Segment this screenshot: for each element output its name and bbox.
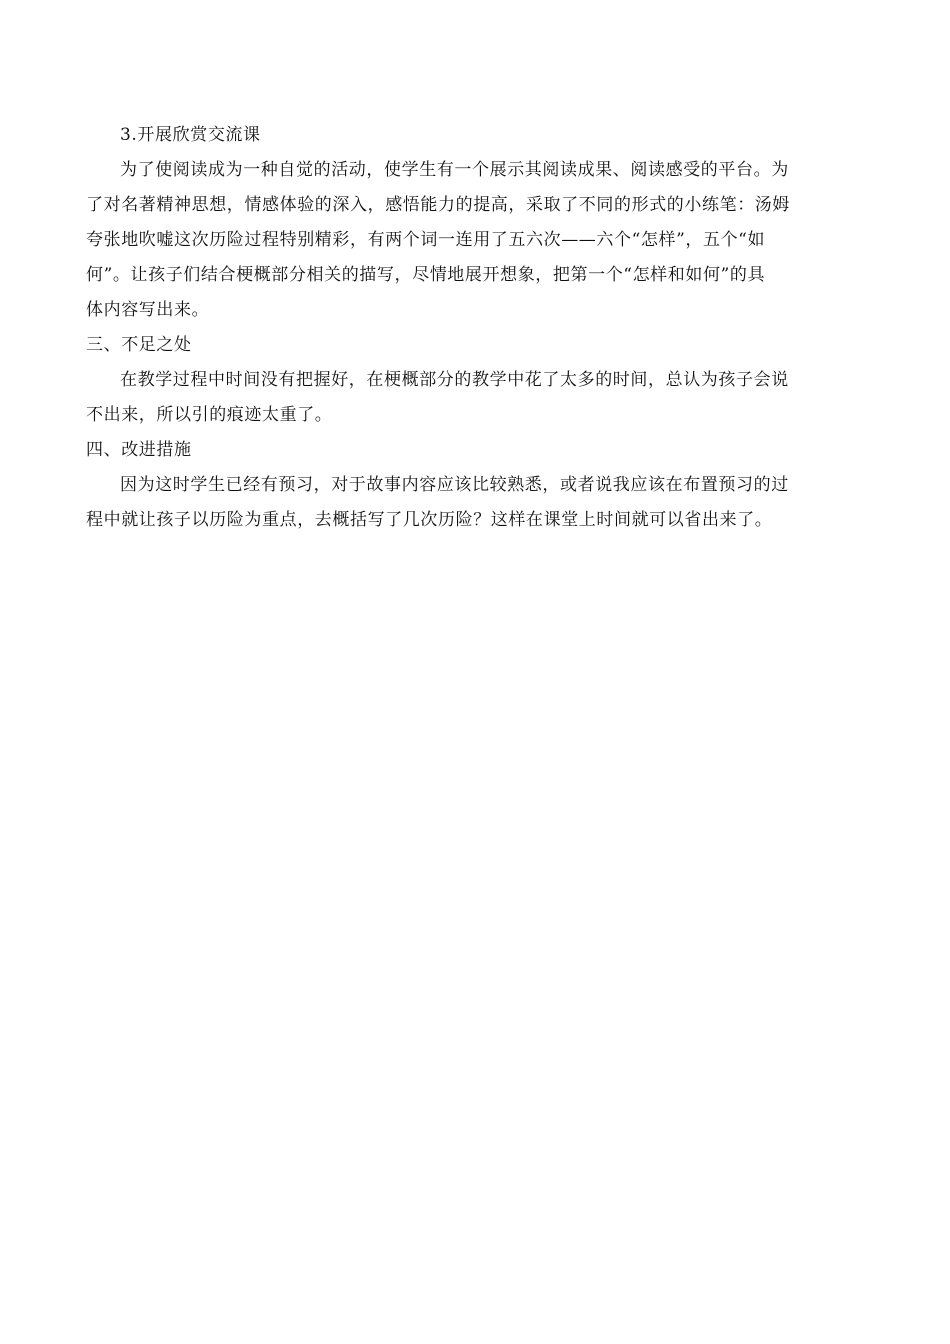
paragraph-line: 了对名著精神思想，情感体验的深入，感悟能力的提高，采取了不同的形式的小练笔：汤姆 bbox=[86, 195, 790, 215]
paragraph-line: 在教学过程中时间没有把握好，在梗概部分的教学中花了太多的时间，总认为孩子会说 bbox=[120, 370, 789, 390]
paragraph-line: 何”。让孩子们结合梗概部分相关的描写，尽情地展开想象，把第一个“怎样和如何”的具 bbox=[86, 265, 766, 285]
paragraph-line: 为了使阅读成为一种自觉的活动，使学生有一个展示其阅读成果、阅读感受的平台。为 bbox=[120, 160, 789, 180]
section-3-title: 3.开展欣赏交流课 bbox=[120, 125, 261, 145]
heading-improvements: 四、改进措施 bbox=[86, 440, 192, 460]
improvements-paragraph bbox=[86, 468, 864, 538]
document-body bbox=[86, 118, 864, 538]
paragraph-line: 程中就让孩子以历险为重点，去概括写了几次历险？这样在课堂上时间就可以省出来了。 bbox=[86, 510, 773, 530]
paragraph-line: 体内容写出来。 bbox=[86, 300, 210, 320]
paragraph-line: 不出来，所以引的痕迹太重了。 bbox=[86, 405, 333, 425]
shortcomings-paragraph bbox=[86, 363, 864, 433]
heading-shortcomings: 三、不足之处 bbox=[86, 335, 192, 355]
paragraph-line: 因为这时学生已经有预习，对于故事内容应该比较熟悉，或者说我应该在布置预习的过 bbox=[120, 475, 789, 495]
section-3-paragraph bbox=[86, 153, 864, 328]
paragraph-line: 夸张地吹嘘这次历险过程特别精彩，有两个词一连用了五六次——六个“怎样”，五个“如 bbox=[86, 230, 766, 250]
